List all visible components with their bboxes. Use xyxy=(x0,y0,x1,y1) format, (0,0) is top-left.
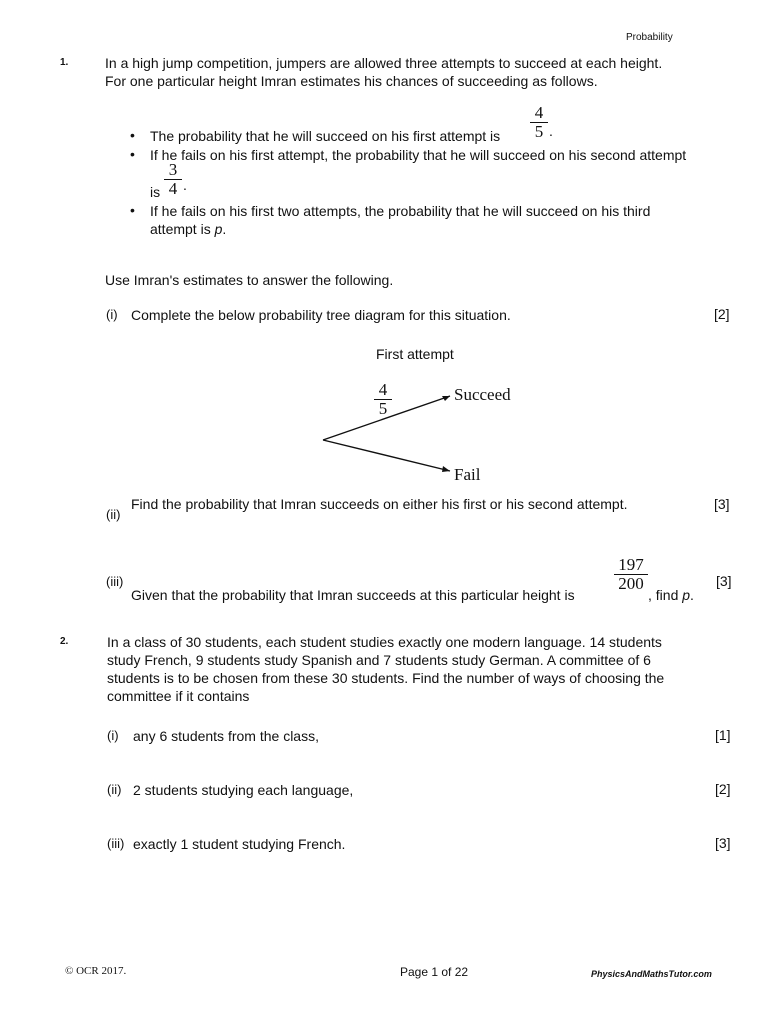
q1-part-ii-label: (ii) xyxy=(106,507,121,522)
fraction-denominator: 200 xyxy=(614,574,648,593)
q1-part-i-text: Complete the below probability tree diagram for this situation. xyxy=(131,307,511,323)
q1-bullet3-post: . xyxy=(222,221,227,237)
q1-bullet2-suffix: . xyxy=(183,177,187,193)
q2-part-ii-label: (ii) xyxy=(107,782,122,797)
q2-part-i-marks: [1] xyxy=(715,727,731,743)
bullet-dot: • xyxy=(130,146,135,162)
q1-bullet2-line2: is xyxy=(150,184,161,200)
q1-part-iii-label: (iii) xyxy=(106,574,124,589)
q1-part-iii-fraction xyxy=(614,556,648,593)
q1-part-ii-marks: [3] xyxy=(714,496,730,512)
page-header-title: Probability xyxy=(626,32,673,43)
q1-bullet2-line1: If he fails on his first attempt, the probability that he will succeed on his second attempt xyxy=(150,147,687,163)
q1-intro-line2: For one particular height Imran estimates his chances of succeeding as follows. xyxy=(105,73,598,89)
bullet-dot: • xyxy=(130,202,135,218)
q2-part-i-text: any 6 students from the class, xyxy=(133,728,319,744)
q1-bullet3-line2 xyxy=(150,220,226,238)
q1-intro-line1: In a high jump competition, jumpers are allowed three attempts to succeed at each height. xyxy=(105,55,663,71)
tree-branch-probability xyxy=(374,381,392,418)
q1-part-iii-text: Given that the probability that Imran succeeds at this particular height is xyxy=(131,587,575,603)
q2-intro-line3: students is to be chosen from these 30 students. Find the number of ways of choosing the xyxy=(107,670,665,686)
q1-bullet3-line1: If he fails on his first two attempts, the probability that he will succeed on his third xyxy=(150,203,651,219)
q2-part-iii-label: (iii) xyxy=(107,836,125,851)
arrowhead-fail xyxy=(442,466,450,472)
footer-copyright: © OCR 2017. xyxy=(65,965,127,977)
q2-intro-line2: study French, 9 students study Spanish and 7 students study German. A committee of 6 xyxy=(107,652,651,668)
q1-part-iii-tail xyxy=(648,586,694,604)
fraction-numerator: 197 xyxy=(618,555,644,574)
q1-part-i-marks: [2] xyxy=(714,306,730,322)
variable-p: p xyxy=(214,221,223,237)
q1-part-iii-end: . xyxy=(690,587,694,603)
q1-bullet1-suffix: . xyxy=(549,123,553,139)
fraction-denominator: 4 xyxy=(164,179,182,198)
bullet-dot: • xyxy=(130,127,135,143)
footer-site-link[interactable]: PhysicsAndMathsTutor.com xyxy=(591,969,712,979)
fraction-numerator: 4 xyxy=(378,380,388,399)
q1-part-iii-post: , find xyxy=(648,587,683,603)
q1-part-i-label: (i) xyxy=(106,307,118,322)
tree-branch-fail xyxy=(323,440,450,471)
fraction-numerator: 4 xyxy=(534,103,544,122)
q2-part-ii-text: 2 students studying each language, xyxy=(133,782,354,798)
q1-bullet2-fraction xyxy=(164,161,182,198)
q1-part-iii-marks: [3] xyxy=(716,573,732,589)
fraction-numerator: 3 xyxy=(168,160,178,179)
q2-part-iii-marks: [3] xyxy=(715,835,731,851)
q1-bullet1-fraction xyxy=(530,104,548,141)
q1-bullet1-text: The probability that he will succeed on his first attempt is xyxy=(150,128,501,144)
q1-bullet3-pre: attempt is xyxy=(150,221,215,237)
q2-intro-line1: In a class of 30 students, each student studies exactly one modern language. 14 students xyxy=(107,634,662,650)
question-1-number: 1. xyxy=(60,57,69,68)
q2-part-i-label: (i) xyxy=(107,728,119,743)
footer-page-number: Page 1 of 22 xyxy=(400,965,469,979)
question-2-number: 2. xyxy=(60,636,69,647)
fraction-denominator: 5 xyxy=(374,399,392,418)
tree-label-fail: Fail xyxy=(454,465,481,484)
variable-p: p xyxy=(682,587,691,603)
tree-label-succeed: Succeed xyxy=(454,385,511,404)
q1-part-ii-text: Find the probability that Imran succeeds on either his first or his second attempt. xyxy=(131,496,628,512)
tree-heading: First attempt xyxy=(376,346,454,362)
q2-intro-line4: committee if it contains xyxy=(107,688,250,704)
fraction-denominator: 5 xyxy=(530,122,548,141)
q1-instruction: Use Imran's estimates to answer the following. xyxy=(105,272,394,288)
q2-part-iii-text: exactly 1 student studying French. xyxy=(133,836,346,852)
q2-part-ii-marks: [2] xyxy=(715,781,731,797)
